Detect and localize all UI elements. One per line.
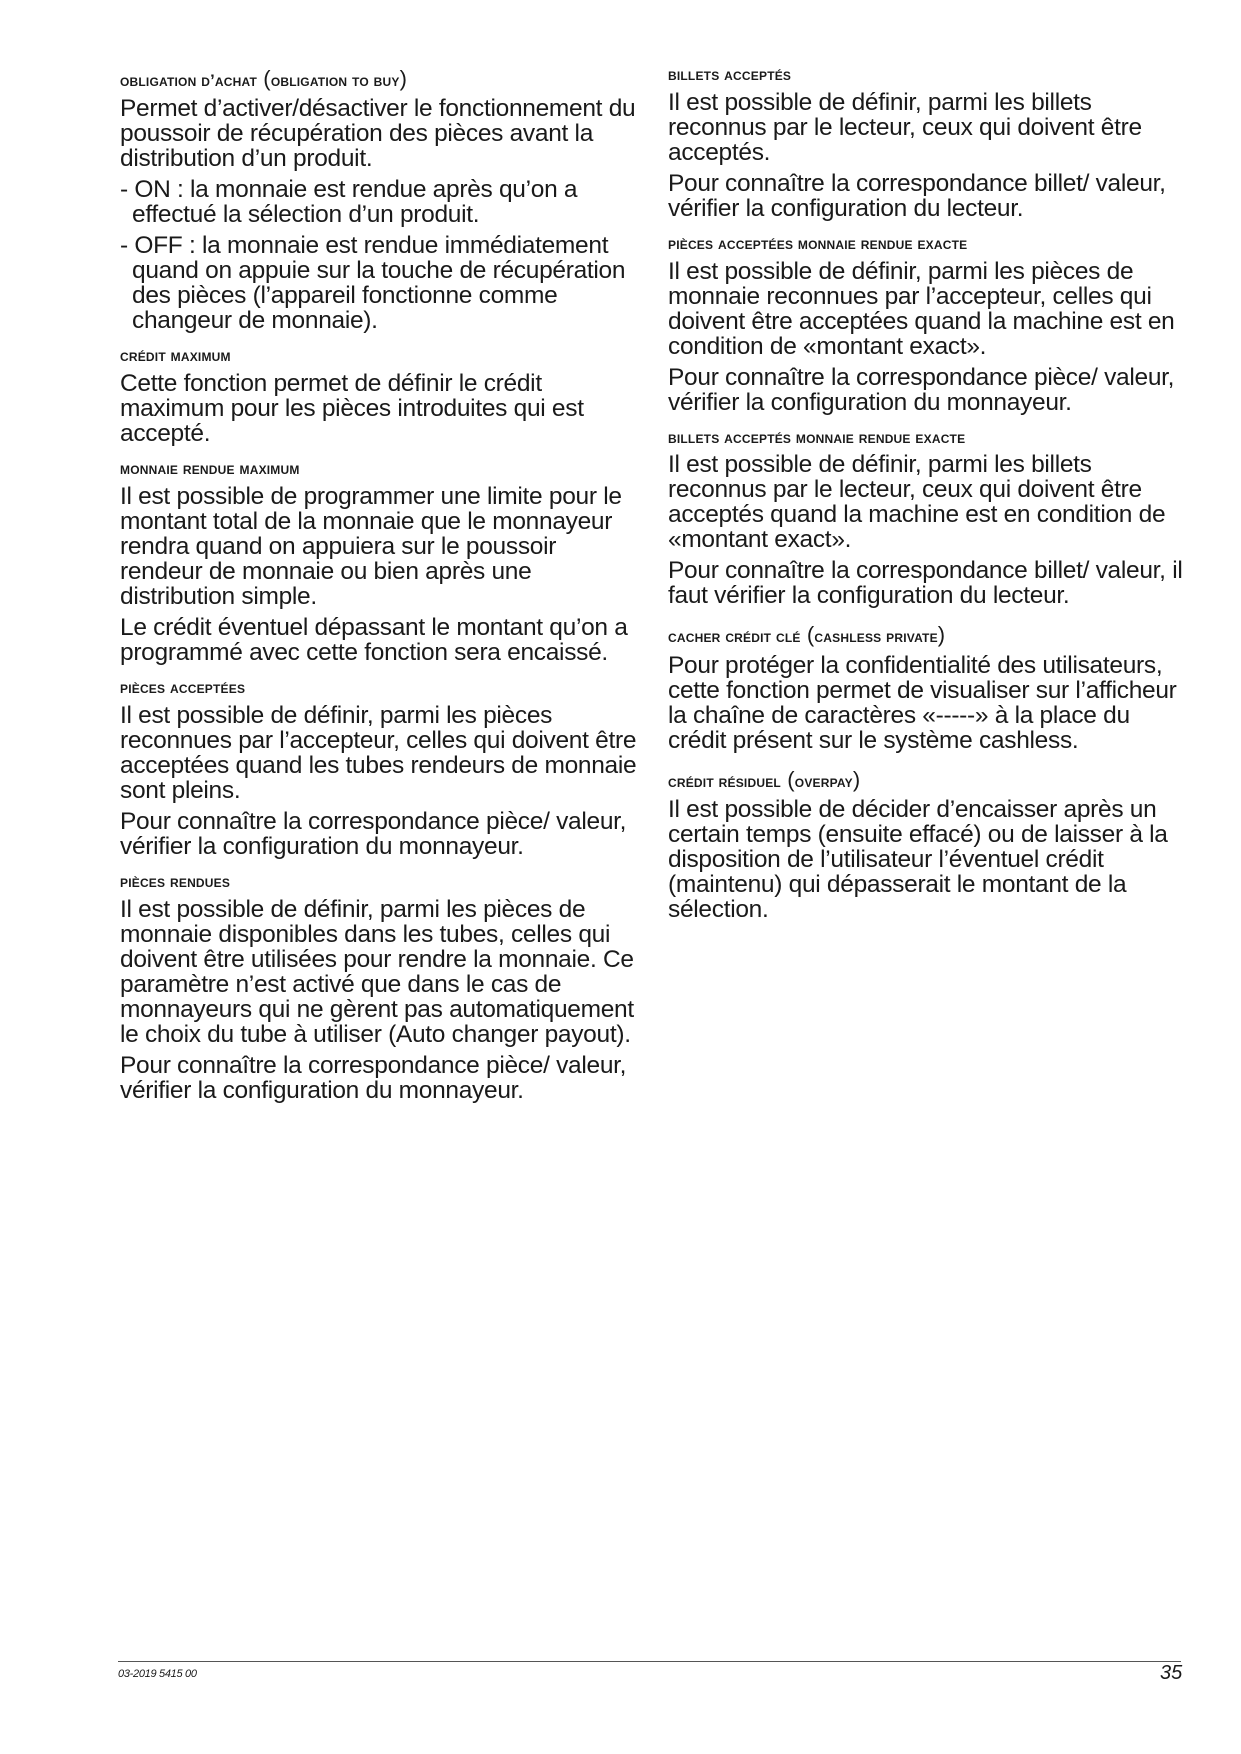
- section-title: [120, 460, 640, 480]
- bullet-item: - ON : la monnaie est rendue après qu’on a effectué la sélection d’un produit.: [120, 176, 578, 229]
- section: [668, 235, 1188, 415]
- section-title: obligation d’achat (obligation to buy): [120, 66, 408, 91]
- right-column: [668, 66, 1188, 936]
- paragraph: Il est possible de programmer une limite pour le montant total de la monnaie que le monnayeur rendra quand on appuiera sur le poussoir rendeur de monnaie ou bien après une distribution simple.: [120, 482, 622, 610]
- section: [668, 66, 1188, 221]
- paragraph: Il est possible de décider d’encaisser après un certain temps (ensuite effacé) ou de laisser à la disposition de l’utilisateur l’éventuel crédit (maintenu) qui dépasserait le montant de la sélection.: [668, 796, 1168, 924]
- section: [668, 429, 1188, 609]
- paragraph: Il est possible de définir, parmi les pièces reconnues par l’accepteur, celles qui doivent être acceptées quand les tubes rendeurs de monnaie sont pleins.: [120, 701, 637, 804]
- left-column: [120, 66, 640, 1117]
- footer-divider: [118, 1661, 1181, 1662]
- page-number: 35: [1160, 1662, 1183, 1684]
- section-title-text: billets acceptés monnaie rendue exacte: [668, 428, 966, 447]
- section-title-text: pièces acceptées monnaie rendue exacte: [668, 234, 968, 253]
- section-title: [120, 347, 640, 367]
- section-title: [668, 66, 1188, 86]
- section-title-english: overpay: [794, 772, 853, 791]
- paragraph: Pour connaître la correspondance pièce/ valeur, vérifier la configuration du monnayeur.: [668, 363, 1175, 416]
- section-title-english: obligation to buy: [270, 72, 400, 90]
- paragraph: Il est possible de définir, parmi les pièces de monnaie disponibles dans les tubes, celles qui doivent être utilisées pour rendre la monnaie. Ce paramètre n’est activé que dans le cas de monnayeurs qui ne gèrent pas automatiquement le choix du tube à utiliser (Auto changer payout).: [120, 895, 634, 1048]
- section-title: crédit résiduel (overpay): [668, 766, 861, 792]
- paragraph: Pour connaître la correspondance pièce/ valeur, vérifier la configuration du monnayeur.: [120, 807, 627, 860]
- section: [120, 873, 640, 1103]
- paragraph: Il est possible de définir, parmi les pièces de monnaie reconnues par l’accepteur, celles qui doivent être acceptées quand la machine est en condition de «montant exact».: [668, 257, 1175, 360]
- section-title-text: monnaie rendue maximum: [120, 460, 300, 479]
- section-title-text: cacher crédit clé: [668, 628, 801, 647]
- section: [120, 347, 640, 446]
- section-title-text: crédit maximum: [120, 347, 231, 366]
- section-title: [120, 873, 640, 893]
- section-title-text: obligation d’achat: [120, 72, 257, 90]
- section: [120, 460, 640, 665]
- section: [668, 767, 1188, 922]
- section-title: cacher crédit clé (cashless private): [668, 622, 946, 648]
- section-title: [668, 235, 1188, 255]
- paragraph: Le crédit éventuel dépassant le montant qu’on a programmé avec cette fonction sera encaissé.: [120, 613, 628, 666]
- paragraph: Cette fonction permet de définir le crédit maximum pour les pièces introduites qui est accepté.: [120, 370, 584, 448]
- section-title-text: crédit résiduel: [668, 772, 781, 791]
- paragraph: Il est possible de définir, parmi les billets reconnus par le lecteur, ceux qui doivent être acceptés.: [668, 88, 1142, 166]
- footer-document-code: 03-2019 5415 00: [118, 1668, 197, 1680]
- section: [120, 66, 640, 333]
- paragraph: Il est possible de définir, parmi les billets reconnus par le lecteur, ceux qui doivent être acceptés quand la machine est en condition de «montant exact».: [668, 451, 1166, 554]
- paragraph: Pour connaître la correspondance billet/ valeur, il faut vérifier la configuration du lecteur.: [668, 557, 1183, 610]
- section-title-english: cashless private: [814, 628, 938, 647]
- paragraph: Pour connaître la correspondance pièce/ valeur, vérifier la configuration du monnayeur.: [120, 1051, 627, 1104]
- paragraph: Pour connaître la correspondance billet/ valeur, vérifier la configuration du lecteur.: [668, 169, 1166, 222]
- paragraph: Pour protéger la confidentialité des utilisateurs, cette fonction permet de visualiser sur l’afficheur la chaîne de caractères «-----» à la place du crédit présent sur le système cashless.: [668, 651, 1177, 754]
- section-title: [668, 429, 1188, 449]
- section: [668, 622, 1188, 752]
- section-title-text: billets acceptés: [668, 66, 792, 84]
- bullet-item: - OFF : la monnaie est rendue immédiatement quand on appuie sur la touche de récupération des pièces (l’appareil fonctionne comme changeur de monnaie).: [120, 232, 626, 335]
- section-title-text: pièces acceptées: [120, 678, 246, 697]
- section: [120, 679, 640, 859]
- section-title-text: pièces rendues: [120, 872, 231, 891]
- paragraph: Permet d’activer/désactiver le fonctionnement du poussoir de récupération des pièces avant la distribution d’un produit.: [120, 95, 636, 173]
- section-title: [120, 679, 640, 699]
